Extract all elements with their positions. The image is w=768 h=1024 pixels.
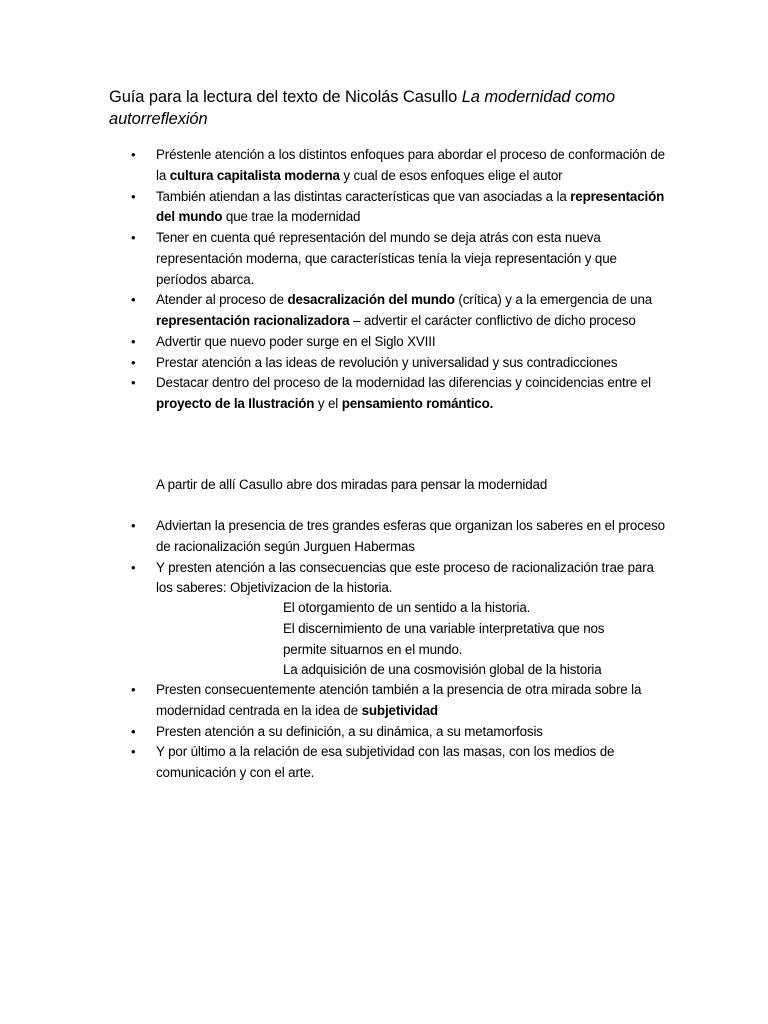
list-item	[0, 332, 666, 353]
reading-guide-list-1	[0, 145, 666, 415]
consequences-list	[283, 598, 683, 681]
list-item-text: – advertir el carácter conflictivo de dicho proceso	[349, 313, 636, 328]
bullet-icon: •	[131, 354, 136, 370]
list-item	[0, 722, 666, 743]
title-text: Guía para la lectura del texto de Nicolás Casullo	[109, 88, 462, 106]
bullet-icon: •	[131, 147, 136, 162]
reading-guide-list-3	[0, 680, 666, 784]
bold-term: cultura capitalista moderna	[169, 167, 340, 183]
list-item	[0, 290, 666, 332]
consequence-line: La adquisición de una cosmovisión global de la historia	[283, 662, 602, 678]
list-item	[0, 516, 666, 558]
bullet-icon: •	[131, 518, 136, 533]
consequence-line: permite situarnos en el mundo.	[283, 641, 463, 657]
document-title	[109, 86, 669, 130]
bullet-icon: •	[131, 682, 136, 697]
list-item-text: Tener en cuenta qué representación del mundo se deja atrás con esta nueva representación moderna, que características tenía la vieja representación y que períodos abarca.	[156, 230, 617, 287]
list-item-text: Prestar atención a las ideas de revolución y universalidad y sus contradicciones	[156, 354, 618, 370]
bold-term: subjetividad	[361, 702, 438, 718]
interlude-paragraph: A partir de allí Casullo abre dos miradas para pensar la modernidad	[156, 477, 548, 492]
bullet-icon: •	[131, 559, 136, 575]
list-item	[0, 228, 666, 290]
list-item	[0, 558, 666, 600]
list-item	[0, 145, 666, 187]
list-item-text: y cual de esos enfoques elige el autor	[339, 167, 563, 183]
bold-term: pensamiento romántico.	[341, 396, 494, 411]
list-item-text: Destacar dentro del proceso de la modernidad las diferencias y coincidencias entre el	[156, 375, 651, 391]
reading-guide-list-2	[0, 516, 666, 599]
list-item-text: También atiendan a las distintas características que van asociadas a la	[156, 188, 571, 204]
list-item	[0, 373, 666, 415]
bullet-icon: •	[131, 188, 136, 204]
list-item-text: Presten atención a su definición, a su dinámica, a su metamorfosis	[156, 723, 543, 739]
list-item-text: Y presten atención a las consecuencias que este proceso de racionalización trae para los saberes: Objetivizacion de la historia.	[156, 559, 654, 596]
title-book-name: La modernidad como autorreflexión	[109, 88, 615, 128]
list-item	[0, 353, 666, 374]
list-item-text: y el	[314, 396, 342, 411]
bullet-icon: •	[131, 744, 136, 760]
list-item-text: Atender al proceso de	[156, 292, 288, 308]
list-item-text: (crítica) y a la emergencia de una	[454, 292, 653, 308]
bullet-icon: •	[131, 333, 136, 349]
bold-term: representación del mundo	[156, 188, 665, 225]
list-item-text: Préstenle atención a los distintos enfoques para abordar el proceso de conformación de la	[156, 147, 665, 183]
consequence-line: El otorgamiento de un sentido a la historia.	[283, 600, 531, 615]
list-item-text: Advertir que nuevo poder surge en el Siglo XVIII	[156, 333, 436, 349]
list-item	[0, 742, 666, 784]
bullet-icon: •	[131, 292, 136, 308]
consequence-line: El discernimiento de una variable interpretativa que nos	[283, 620, 605, 636]
list-item-text: que trae la modernidad	[222, 209, 361, 225]
bold-term: representación racionalizadora	[156, 313, 350, 328]
bullet-icon: •	[131, 375, 136, 391]
bold-term: proyecto de la Ilustración	[156, 396, 315, 411]
list-item	[0, 187, 666, 229]
bullet-icon: •	[131, 723, 136, 739]
list-item	[0, 680, 666, 722]
list-item-text: Presten consecuentemente atención también a la presencia de otra mirada sobre la modernidad centrada en la idea de	[156, 682, 642, 718]
bold-term: desacralización del mundo	[287, 292, 455, 308]
bullet-icon: •	[131, 230, 136, 245]
list-item-text: Adviertan la presencia de tres grandes esferas que organizan los saberes en el proceso de racionalización según Jurguen Habermas	[156, 518, 665, 554]
list-item-text: Y por último a la relación de esa subjetividad con las masas, con los medios de comunicación y con el arte.	[156, 744, 615, 780]
